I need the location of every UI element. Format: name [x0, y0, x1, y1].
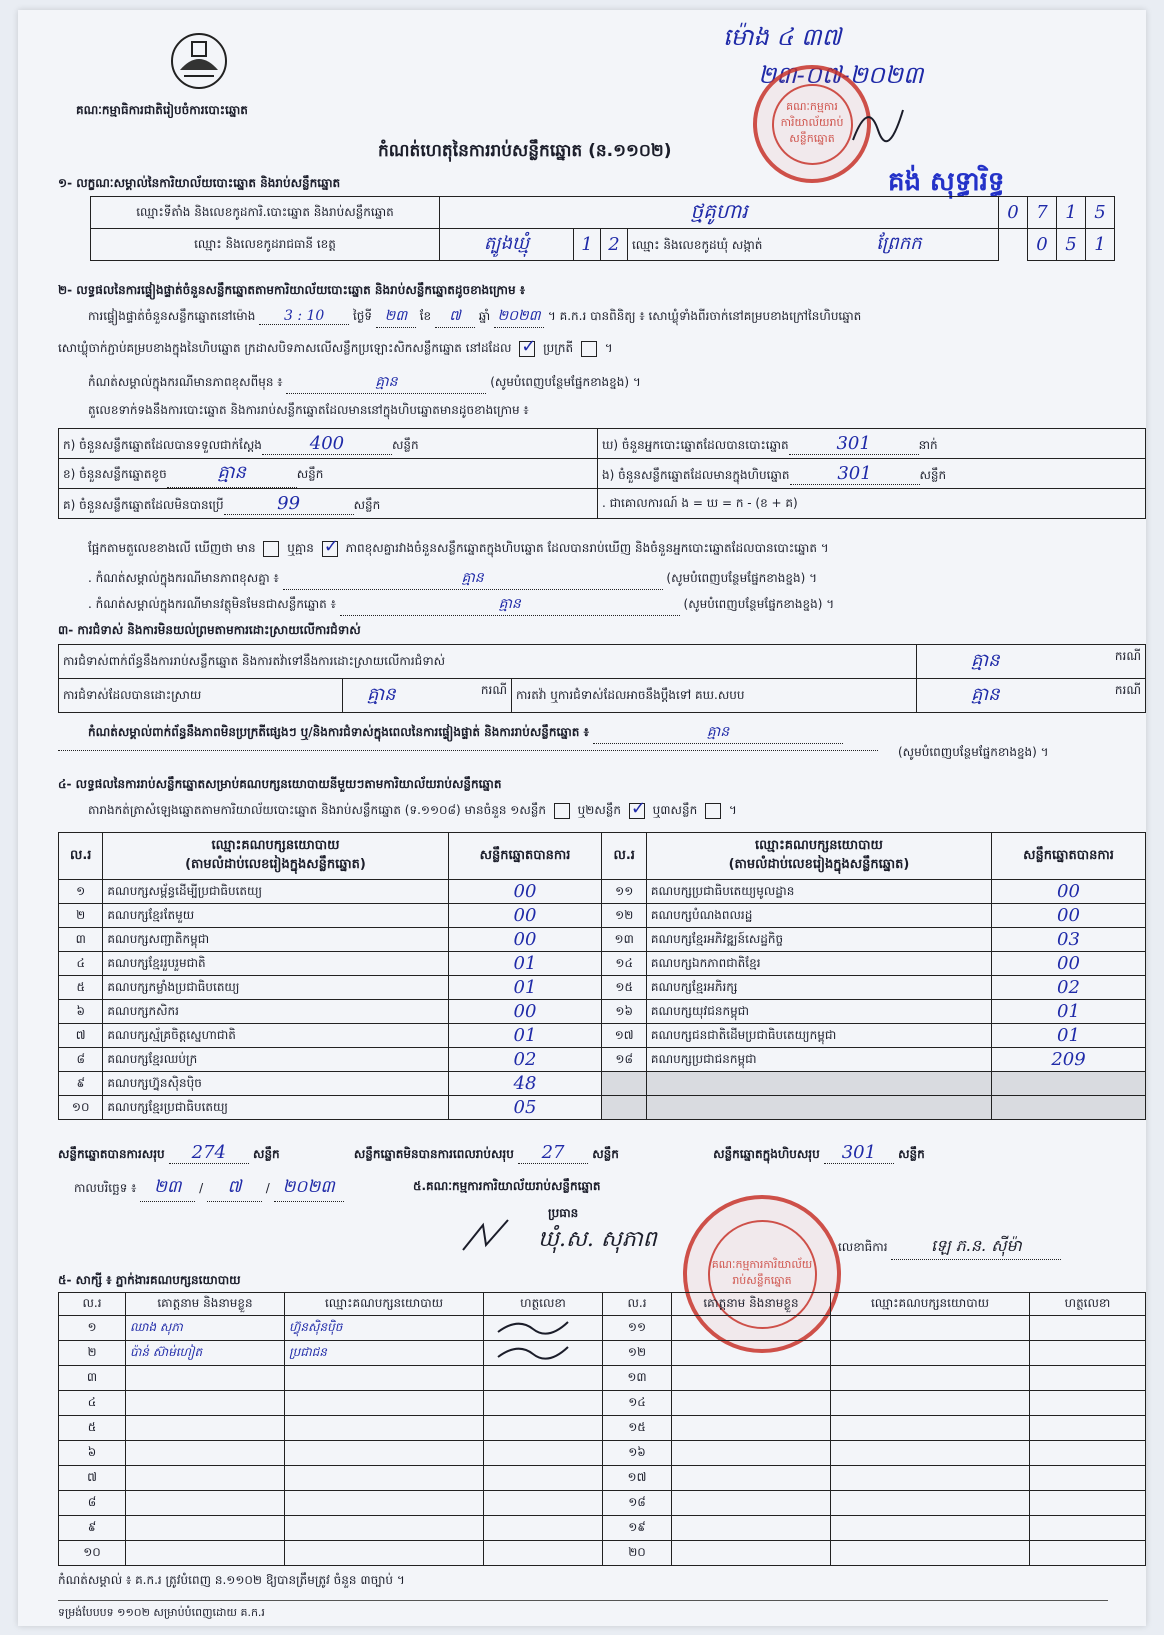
- agent-name: [672, 1416, 831, 1441]
- section5-heading: ៥- សាក្សី ៖ ភ្នាក់ងារគណបក្សនយោបាយ: [58, 1273, 241, 1287]
- row-number: ១៤: [602, 952, 646, 976]
- agent-party: [285, 1441, 484, 1466]
- party-votes: 01: [448, 1024, 602, 1048]
- dotted-line: [58, 750, 878, 751]
- footer-divider: [58, 1600, 1108, 1601]
- party-name: គណបក្សប្រជាជនកម្ពុជា: [646, 1048, 991, 1072]
- row-number: ១១: [603, 1316, 672, 1341]
- voters-count: 301: [789, 433, 919, 455]
- agent-signature: [1030, 1316, 1146, 1341]
- row-number: ១៣: [602, 928, 646, 952]
- agent-name: [126, 1416, 285, 1441]
- agent-party: [831, 1541, 1030, 1566]
- party-name: គណបក្សជនជាតិដើមប្រជាធិបតេយ្យកម្ពុជា: [646, 1024, 991, 1048]
- col-no-header: ល.រ: [602, 833, 646, 880]
- discrepancy-note-line: . កំណត់សម្គាល់ក្នុងករណីមានភាពខុសគ្នា ៖ គ្មាន (សូមបំពេញបន្ថែមផ្នែកខាងខ្នង) ។: [88, 568, 817, 590]
- agent-signature: [484, 1541, 603, 1566]
- footer-form-id: ទម្រង់បែបបទ ១១០២ សម្រាប់បំពេញដោយ គ.ក.រ: [58, 1606, 265, 1619]
- table-row: [59, 952, 1146, 976]
- appeal-label: ការតវ៉ា ឬការជំទាស់ដែលអាចនឹងប្តឹងទៅ គឃ.សបប: [512, 679, 917, 713]
- party-votes: 03: [992, 928, 1146, 952]
- party-name: គណបក្សខ្មែរអភិរក្ស: [646, 976, 991, 1000]
- party-votes: 02: [992, 976, 1146, 1000]
- chair-name: ឃុំ.ស. សុភាព: [538, 1227, 657, 1252]
- signature-icon: [488, 1317, 578, 1337]
- agent-name: [126, 1541, 285, 1566]
- party-name: គណបក្សហ្វ៊ុនស៊ិនប៉ិច: [103, 1072, 448, 1096]
- agent-name: [126, 1516, 285, 1541]
- col-no-header: ល.រ: [59, 833, 103, 880]
- signature-icon: [488, 1342, 578, 1362]
- row-number: ១: [59, 880, 103, 904]
- row-number: ១: [59, 1316, 126, 1341]
- row-number: ១០: [59, 1541, 126, 1566]
- committee-label: ៥.គណៈកម្មការការិយាល័យរាប់សន្លឹកឆ្នោត: [413, 1179, 601, 1193]
- agent-party: [831, 1316, 1030, 1341]
- party-votes: 48: [448, 1072, 602, 1096]
- row-number: ១៦: [603, 1441, 672, 1466]
- party-name: គណបក្សខ្មែរតែមួយ: [103, 904, 448, 928]
- empty-cell: [602, 1096, 646, 1120]
- table-row: [59, 904, 1146, 928]
- discrepancy-line: ផ្អែកតាមតួលេខខាងលើ ឃើញថា មាន ឬគ្មាន ✓ ភាពខុសគ្នារវាងចំនួនសន្លឹកឆ្នោតក្នុងហិបឆ្នោត ដែលបានរាប់ឃើញ និងចំនួនអ្នកបោះឆ្នោតដែលបានបោះឆ្នោត ។: [88, 540, 829, 558]
- row-number: ១៥: [603, 1416, 672, 1441]
- abnormal-checkbox[interactable]: [581, 341, 597, 357]
- section3-heading: ៣- ការជំទាស់ និងការមិនយល់ព្រមតាមការដោះស្រាយលើការជំទាស់: [58, 623, 361, 637]
- agent-signature: [1030, 1491, 1146, 1516]
- agent-signature: [1030, 1366, 1146, 1391]
- row-number: ៥: [59, 1416, 126, 1441]
- irregularity-note-value: គ្មាន: [593, 722, 843, 744]
- two-sheets-checkbox[interactable]: [629, 803, 645, 819]
- party-votes: 01: [992, 1000, 1146, 1024]
- party-votes: 05: [448, 1096, 602, 1120]
- empty-cell: [992, 1096, 1146, 1120]
- code-digit: 2: [601, 229, 628, 261]
- verification-line: ការផ្ទៀងផ្ទាត់ចំនួនសន្លឹកឆ្នោតនៅម៉ោង 3 : 10 ថ្ងៃទី ២៣ ខែ ៧ ឆ្នាំ ២០២៣ ។ គ.ក.រ បានពិនិត្យ ៖ សោឃ្លុំទាំងពីរចាក់នៅគម្របខាងក្រៅនៃហិបឆ្នោត: [88, 306, 1128, 328]
- objections-table: ការជំទាស់ពាក់ព័ន្ធនឹងការរាប់សន្លឹកឆ្នោត និងការតវ៉ាទៅនឹងការដោះស្រាយលើការជំទាស់ គ្មាន ករណី ការជំទាស់ដែលបានដោះស្រាយ គ្មាន ករណី ការតវ៉ា ឬការជំទាស់ដែលអាចនឹងប្តឹងទៅ គឃ.សបប គ្មាន ករណី: [58, 644, 1146, 713]
- col-votes-header: សន្លឹកឆ្នោតបានការ: [448, 833, 602, 880]
- has-discrepancy-checkbox[interactable]: [263, 541, 279, 557]
- table-row: [59, 1072, 1146, 1096]
- party-votes: 01: [448, 976, 602, 1000]
- verify-time: 3 : 10: [259, 308, 349, 325]
- party-votes: 02: [448, 1048, 602, 1072]
- discrepancy-note-value: គ្មាន: [283, 568, 663, 590]
- party-name: គណបក្សបំណងពលរដ្ឋ: [646, 904, 991, 928]
- agent-party: [285, 1491, 484, 1516]
- code-digit: 5: [1057, 229, 1086, 261]
- normal-checkbox[interactable]: [519, 341, 535, 357]
- total-valid-votes: 274: [169, 1142, 249, 1164]
- location-table: [90, 196, 1115, 261]
- row-number: ១៧: [602, 1024, 646, 1048]
- section4-heading: ៤- លទ្ធផលនៃការរាប់សន្លឹកឆ្នោតសម្រាប់គណបក្សនយោបាយនីមួយៗតាមការិយាល័យរាប់សន្លឹកឆ្នោត: [58, 777, 502, 791]
- party-name: គណបក្សប្រជាធិបតេយ្យមូលដ្ឋាន: [646, 880, 991, 904]
- secretary-name: ឡេ ភ.ន. ស៊ីម៉ា: [891, 1235, 1061, 1260]
- agent-party: ប្រជាជន: [285, 1341, 484, 1366]
- party-name: គណបក្សសញ្ជាតិកម្ពុជា: [103, 928, 448, 952]
- agent-party: [831, 1466, 1030, 1491]
- agent-signature: [484, 1466, 603, 1491]
- agent-name: [126, 1441, 285, 1466]
- appeal-count: គ្មាន: [971, 684, 1000, 705]
- agent-party: [285, 1391, 484, 1416]
- chair-label: ប្រធាន: [548, 1206, 579, 1220]
- party-name: គណបក្សខ្មែររួបរួមជាតិ: [103, 952, 448, 976]
- figures-intro: តួលេខទាក់ទងនឹងការបោះឆ្នោត និងការរាប់សន្លឹកឆ្នោតដែលមាននៅក្នុងហិបឆ្នោតមានដូចខាងក្រោម ៖: [88, 403, 529, 417]
- ballots-in-box: 301: [790, 463, 920, 485]
- three-sheets-checkbox[interactable]: [705, 803, 721, 819]
- table-row: [59, 1096, 1146, 1120]
- lock-check-line: សោឃ្លុំចាក់ភ្ជាប់គម្របខាងក្នុងនៃហិបឆ្នោត ក្រដាសបិទភាសលើសន្លឹកប្រឡោះសិកសន្លឹកឆ្នោត នៅដដែល ✓ ប្រក្រតី ។: [58, 340, 613, 358]
- party-name: គណបក្សកសិករ: [103, 1000, 448, 1024]
- row-number: ៤: [59, 1391, 126, 1416]
- agent-name: [672, 1491, 831, 1516]
- party-votes: 00: [448, 904, 602, 928]
- total-invalid-votes: 27: [518, 1142, 588, 1164]
- row-number: ៨: [59, 1491, 126, 1516]
- code-digit: 1: [574, 229, 601, 261]
- agent-party: ហ៊្វុនស៊ិនប៉ិច: [285, 1316, 484, 1341]
- agent-name: [672, 1466, 831, 1491]
- resolved-label: ការជំទាស់ដែលបានដោះស្រាយ: [59, 679, 343, 713]
- agent-signature: [484, 1341, 603, 1366]
- difference-note-value: គ្មាន: [286, 372, 486, 394]
- verify-day: ២៣: [376, 306, 416, 328]
- province-label: ឈ្មោះ និងលេខកូដរាជធានី ខេត្ត: [91, 229, 440, 261]
- code-digit: 1: [1057, 197, 1086, 229]
- row-number: ១១: [602, 880, 646, 904]
- chair-signature-icon: [458, 1215, 518, 1255]
- location-value: ថ្មគូហារ: [440, 197, 999, 229]
- row-number: ៣: [59, 1366, 126, 1391]
- code-digit: 0: [999, 197, 1028, 229]
- secretary-line: លេខាធិការ ឡេ ភ.ន. ស៊ីម៉ា: [838, 1235, 1061, 1260]
- party-name: គណបក្សសម្ព័ន្ធដើម្បីប្រជាធិបតេយ្យ: [103, 880, 448, 904]
- agent-name: [126, 1466, 285, 1491]
- agent-party: [285, 1516, 484, 1541]
- row-number: ៨: [59, 1048, 103, 1072]
- org-name: គណៈកម្មាធិការជាតិរៀបចំការបោះឆ្នោត: [76, 103, 248, 117]
- table-row: [59, 1441, 1146, 1466]
- row-number: ១២: [603, 1341, 672, 1366]
- row-number: ១៨: [603, 1491, 672, 1516]
- agent-party: [285, 1541, 484, 1566]
- commune-label: ឈ្មោះ និងលេខកូដឃុំ សង្កាត់: [632, 238, 763, 252]
- verify-year: ២០២៣: [494, 306, 544, 328]
- agent-signature: [1030, 1391, 1146, 1416]
- agent-signature: [1030, 1416, 1146, 1441]
- document-title: កំណត់ហេតុនៃការរាប់សន្លឹកឆ្នោត (ន.១១០២): [378, 141, 672, 161]
- commune-label-and-value: [628, 229, 999, 261]
- table-row: [59, 1048, 1146, 1072]
- red-handwritten-name: គង់ សុទ្ធារិទ្ធ: [888, 167, 1005, 197]
- agent-party: [831, 1441, 1030, 1466]
- party-votes: 01: [448, 952, 602, 976]
- code-digit: 5: [1086, 197, 1115, 229]
- empty-cell: [646, 1072, 991, 1096]
- col-votes-header: សន្លឹកឆ្នោតបានការ: [992, 833, 1146, 880]
- agent-name: [672, 1366, 831, 1391]
- agent-signature: [1030, 1341, 1146, 1366]
- party-name: គណបក្សខ្មែរប្រជាធិបតេយ្យ: [103, 1096, 448, 1120]
- table-row: [59, 1366, 1146, 1391]
- table-row: [59, 1491, 1146, 1516]
- party-name: គណបក្សខ្មែរឈប់ក្រ: [103, 1048, 448, 1072]
- nec-logo-icon: [168, 30, 230, 92]
- table-row: [59, 1316, 1146, 1341]
- objection-count: គ្មាន: [971, 650, 1000, 671]
- row-number: ៦: [59, 1441, 126, 1466]
- difference-note-line: កំណត់សម្គាល់ក្នុងករណីមានភាពខុសពីមុន ៖ គ្មាន (សូមបំពេញបន្ថែមផ្នែកខាងខ្នង) ។: [88, 372, 641, 394]
- row-number: ១៥: [602, 976, 646, 1000]
- party-name: គណបក្សកម្លាំងប្រជាធិបតេយ្យ: [103, 976, 448, 1000]
- code-digit: 7: [1028, 197, 1057, 229]
- signature-icon: [848, 100, 908, 150]
- agent-name: [672, 1341, 831, 1366]
- row-number: ២: [59, 1341, 126, 1366]
- one-sheet-checkbox[interactable]: [554, 803, 570, 819]
- irregularity-note-line: កំណត់សម្គាល់ពាក់ព័ន្ធនឹងភាពមិនប្រក្រតីផ្សេងៗ ឬ/និងការជំទាស់ក្នុងពេលនៃការផ្ទៀងផ្ទាត់ និងការរាប់សន្លឹកឆ្នោត ៖ គ្មាន: [88, 722, 843, 744]
- agent-party: [285, 1416, 484, 1441]
- row-number: ៤: [59, 952, 103, 976]
- table-row: [59, 1341, 1146, 1366]
- party-name: គណបក្សស្ម័គ្រចិត្តស្នេហាជាតិ: [103, 1024, 448, 1048]
- formula-text: . ជាគោលការណ៍ ង = ឃ = ក - (ខ + គ): [598, 489, 1146, 519]
- row-number: ៣: [59, 928, 103, 952]
- location-label: ឈ្មោះទីតាំង និងលេខកូដការិ.បោះឆ្នោត និងរាប់សន្លឹកឆ្នោត: [91, 197, 440, 229]
- province-value: ត្បូងឃ្មុំ: [440, 229, 574, 261]
- row-number: ១៨: [602, 1048, 646, 1072]
- agent-party: [831, 1341, 1030, 1366]
- agent-party: [831, 1391, 1030, 1416]
- code-digit: 0: [1028, 229, 1057, 261]
- agent-party: [831, 1416, 1030, 1441]
- unused-ballots: 99: [224, 493, 354, 515]
- col-party-header: ឈ្មោះគណបក្សនយោបាយ (តាមលំដាប់លេខរៀងក្នុងសន្លឹកឆ្នោត): [646, 833, 991, 880]
- agent-signature: [1030, 1441, 1146, 1466]
- spoiled-ballots: គ្មាន: [167, 460, 297, 488]
- party-agents-table: ល.រ គោត្តនាម និងនាមខ្លួន ឈ្មោះគណបក្សនយោបាយ ហត្ថលេខា ល.រ គោត្តនាម និងនាមខ្លួន ឈ្មោះគណបក្សនយោបាយ ហត្ថលេខា ១ ឈាង សុភា ហ៊្វុនស៊ិនប៉ិច ១១ ២ ប៉ាន់ ស៊ាម់ហៀត ប្រជាជន ១២ ៣ ១៣ ៤ ១៤ ៥ ១៥ ៦ ១៦ ៧ ១៧ ៨ ១៨ ៩ ១៩ ១០ ២០: [58, 1292, 1146, 1566]
- agent-signature: [484, 1491, 603, 1516]
- col-party-header: ឈ្មោះគណបក្សនយោបាយ (តាមលំដាប់លេខរៀងក្នុងសន្លឹកឆ្នោត): [103, 833, 448, 880]
- agent-party: [831, 1366, 1030, 1391]
- agent-name: ប៉ាន់ ស៊ាម់ហៀត: [126, 1341, 285, 1366]
- total-box-ballots: 301: [824, 1142, 894, 1164]
- agent-party: [285, 1466, 484, 1491]
- date-day: ២៣: [140, 1176, 195, 1202]
- agent-signature: [484, 1416, 603, 1441]
- party-votes: 00: [448, 1000, 602, 1024]
- footer-note: កំណត់សម្គាល់ ៖ គ.ក.រ ត្រូវបំពេញ ន.១១០២ ឱ្យបានត្រឹមត្រូវ ចំនួន ៣ច្បាប់ ។: [58, 1573, 405, 1587]
- table-row: [59, 1541, 1146, 1566]
- row-number: ២: [59, 904, 103, 928]
- table-row: [59, 1391, 1146, 1416]
- party-votes: 00: [448, 928, 602, 952]
- row-number: ៩: [59, 1516, 126, 1541]
- row-number: ៦: [59, 1000, 103, 1024]
- foreign-object-note-line: . កំណត់សម្គាល់ក្នុងករណីមានវត្ថុមិនមែនជាសន្លឹកឆ្នោត ៖ គ្មាន (សូមបំពេញបន្ថែមផ្នែកខាងខ្នង) ។: [88, 594, 834, 616]
- row-number: ១០: [59, 1096, 103, 1120]
- empty-cell: [646, 1096, 991, 1120]
- party-votes: 00: [992, 880, 1146, 904]
- row-number: ១៦: [602, 1000, 646, 1024]
- date-year: ២០២៣: [274, 1176, 344, 1202]
- party-votes: 00: [448, 880, 602, 904]
- party-name: គណបក្សឯកភាពជាតិខ្មែរ: [646, 952, 991, 976]
- row-number: ១៣: [603, 1366, 672, 1391]
- agent-name: [672, 1441, 831, 1466]
- table-row: [59, 1466, 1146, 1491]
- official-stamp-icon: គណៈកម្មការការិយាល័យរាប់សន្លឹកឆ្នោត: [753, 65, 871, 183]
- verify-month: ៧: [435, 306, 475, 328]
- ballot-counts-table: ក) ចំនួនសន្លឹកឆ្នោតដែលបានទទួលជាក់ស្តែង 400 សន្លឹក ឃ) ចំនួនអ្នកបោះឆ្នោតដែលបានបោះឆ្នោត 301 នាក់ ខ) ចំនួនសន្លឹកឆ្នោតខូច គ្មាន សន្លឹក ង) ចំនួនសន្លឹកឆ្នោតដែលមានក្នុងហិបឆ្នោត 301 សន្លឹក គ) ចំនួនសន្លឹកឆ្នោតដែលមិនបានប្រើ 99 សន្លឹក . ជាគោលការណ៍ ង = ឃ = ក - (ខ + គ): [58, 428, 1146, 519]
- table-row: [59, 1000, 1146, 1024]
- agent-name: [126, 1391, 285, 1416]
- commune-value: ព្រែកក: [876, 233, 922, 254]
- row-number: ៩: [59, 1072, 103, 1096]
- agent-party: [285, 1366, 484, 1391]
- row-number: ១៧: [603, 1466, 672, 1491]
- irregularity-hint: (សូមបំពេញបន្ថែមផ្នែកខាងខ្នង) ។: [898, 745, 1049, 759]
- agent-party: [831, 1491, 1030, 1516]
- row-number: ១៩: [603, 1516, 672, 1541]
- agent-signature: [484, 1316, 603, 1341]
- empty-cell: [992, 1072, 1146, 1096]
- section1-heading: ១- លក្ខណៈសម្គាល់នៃការិយាល័យបោះឆ្នោត និងរាប់សន្លឹកឆ្នោត: [58, 176, 341, 190]
- committee-stamp-icon: គណៈកម្មការការិយាល័យរាប់សន្លឹកឆ្នោត: [683, 1195, 841, 1353]
- row-number: ៧: [59, 1024, 103, 1048]
- objection-label: ការជំទាស់ពាក់ព័ន្ធនឹងការរាប់សន្លឹកឆ្នោត និងការតវ៉ាទៅនឹងការដោះស្រាយលើការជំទាស់: [59, 645, 917, 679]
- date-line: កាលបរិច្ឆេទ ៖ ២៣ / ៧ / ២០២៣: [74, 1176, 344, 1202]
- party-votes-table: [58, 832, 1146, 1120]
- agent-name: [672, 1516, 831, 1541]
- handwritten-time-note: ម៉ោង ៤ ៣៧: [723, 23, 842, 51]
- table-row: [59, 1024, 1146, 1048]
- party-name: គណបក្សយុវជនកម្ពុជា: [646, 1000, 991, 1024]
- row-number: ៥: [59, 976, 103, 1000]
- agent-name: [672, 1316, 831, 1341]
- row-number: ១២: [602, 904, 646, 928]
- received-ballots: 400: [262, 433, 392, 455]
- table-row: [59, 928, 1146, 952]
- agent-signature: [484, 1366, 603, 1391]
- agent-name: [672, 1541, 831, 1566]
- agent-signature: [484, 1441, 603, 1466]
- agent-signature: [1030, 1516, 1146, 1541]
- agent-signature: [1030, 1466, 1146, 1491]
- row-number: ២០: [603, 1541, 672, 1566]
- party-votes: 00: [992, 952, 1146, 976]
- party-votes: 01: [992, 1024, 1146, 1048]
- party-name: គណបក្សខ្មែរអភិវឌ្ឍន៍សេដ្ឋកិច្ច: [646, 928, 991, 952]
- empty-cell: [602, 1072, 646, 1096]
- foreign-object-note-value: គ្មាន: [340, 594, 680, 616]
- code-digit: 1: [1086, 229, 1115, 261]
- date-month: ៧: [207, 1176, 262, 1202]
- table-row: [59, 880, 1146, 904]
- row-number: ១៤: [603, 1391, 672, 1416]
- agent-signature: [1030, 1541, 1146, 1566]
- agent-name: ឈាង សុភា: [126, 1316, 285, 1341]
- agent-party: [831, 1516, 1030, 1541]
- form-sheet: [18, 10, 1146, 1626]
- agent-name: [126, 1366, 285, 1391]
- section2-heading: ២- លទ្ធផលនៃការផ្ទៀងផ្ទាត់ចំនួនសន្លឹកឆ្នោតតាមការិយាល័យបោះឆ្នោត និងរាប់សន្លឹកឆ្នោតដូចខាងក្រោម ៖: [58, 283, 526, 297]
- party-votes: 00: [992, 904, 1146, 928]
- table-row: [59, 976, 1146, 1000]
- party-votes: 209: [992, 1048, 1146, 1072]
- agent-signature: [484, 1516, 603, 1541]
- resolved-count: គ្មាន: [367, 684, 396, 705]
- tally-sheet-line: តារាងកត់ត្រាសំឡេងឆ្នោតតាមការិយាល័យបោះឆ្នោត និងរាប់សន្លឹកឆ្នោត (ទ.១១០៨) មានចំនួន ១សន្លឹក ឬ២សន្លឹក ✓ ឬ៣សន្លឹក ។: [88, 802, 737, 820]
- handwritten-date-note: ២៣-០៧-២០២៣: [758, 61, 924, 89]
- totals-line: សន្លឹកឆ្នោតបានការសរុប 274 សន្លឹក សន្លឹកឆ្នោតមិនបានការពេលរាប់សរុប 27 សន្លឹក សន្លឹកឆ្នោតក្នុងហិបសរុប 301 សន្លឹក: [58, 1142, 925, 1163]
- table-row: [59, 1416, 1146, 1441]
- no-discrepancy-checkbox[interactable]: [322, 541, 338, 557]
- agent-signature: [484, 1391, 603, 1416]
- agent-name: [672, 1391, 831, 1416]
- table-row: [59, 1516, 1146, 1541]
- agent-name: [126, 1491, 285, 1516]
- row-number: ៧: [59, 1466, 126, 1491]
